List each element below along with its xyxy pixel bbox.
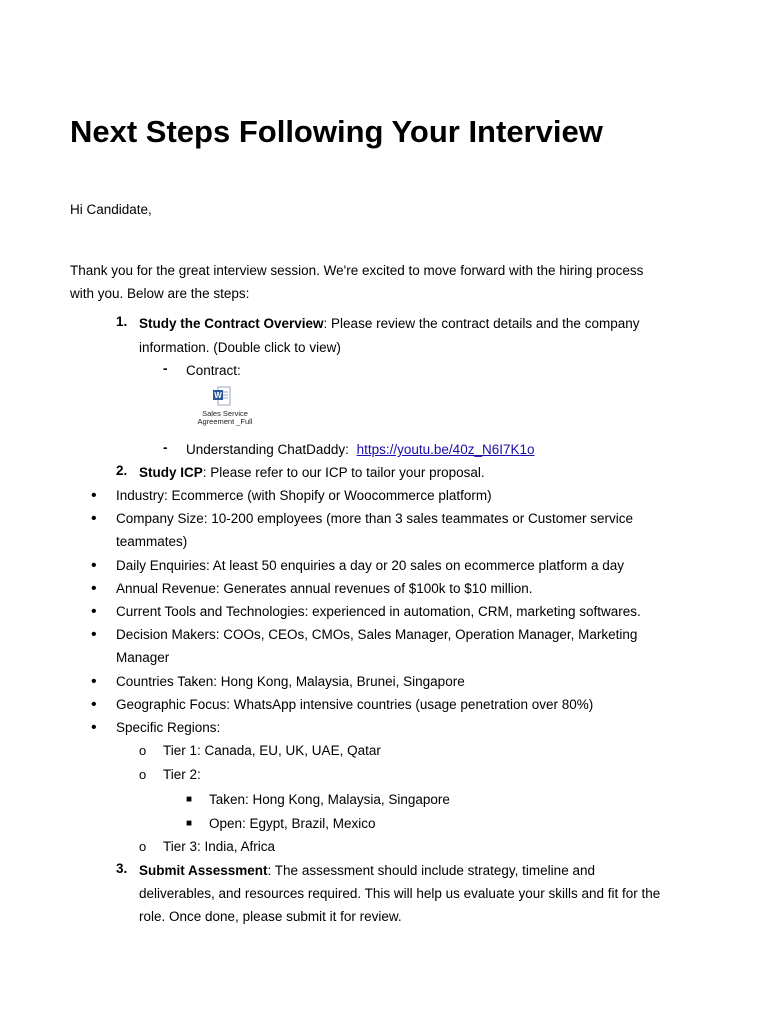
icp-company-size-cont: teammates) (116, 534, 188, 549)
step-2-heading: Study ICP (139, 465, 203, 480)
word-document-icon[interactable] (213, 386, 231, 406)
bullet-marker: • (91, 557, 97, 574)
greeting: Hi Candidate, (70, 202, 152, 217)
icp-tools: Current Tools and Technologies: experienced in automation, CRM, marketing softwares. (116, 604, 641, 619)
step-1-number: 1. (116, 314, 128, 329)
circle-marker: o (139, 839, 147, 854)
icp-geographic-focus: Geographic Focus: WhatsApp intensive countries (usage penetration over 80%) (116, 697, 594, 712)
bullet-marker: • (91, 510, 97, 527)
step-2-text: : Please refer to our ICP to tailor your proposal. (202, 465, 485, 480)
intro-paragraph (70, 259, 690, 305)
step-1-continuation: information. (Double click to view) (139, 340, 341, 355)
step-3-continuation-2: role. Once done, please submit it for review. (139, 909, 402, 924)
step-1-text: : Please review the contract details and the company (323, 316, 640, 331)
region-tier-1: Tier 1: Canada, EU, UK, UAE, Qatar (163, 743, 381, 758)
tier-2-open: Open: Egypt, Brazil, Mexico (209, 816, 376, 831)
circle-marker: o (139, 767, 147, 782)
attachment-caption[interactable]: Sales Service Agreement _Full (197, 409, 253, 426)
step-2-number: 2. (116, 463, 128, 478)
icp-decision-makers-cont: Manager (116, 650, 170, 665)
contract-label: Contract: (186, 363, 241, 378)
tier-2-taken: Taken: Hong Kong, Malaysia, Singapore (209, 792, 450, 807)
icp-countries-taken: Countries Taken: Hong Kong, Malaysia, Brunei, Singapore (116, 674, 465, 689)
bullet-marker: • (91, 719, 97, 736)
chatdaddy-link[interactable]: https://youtu.be/40z_N6I7K1o (356, 442, 535, 457)
step-2-line (139, 463, 485, 483)
step-3-text: : The assessment should include strategy, timeline and (267, 863, 595, 878)
svg-text:W: W (214, 391, 222, 400)
bullet-marker: • (91, 487, 97, 504)
intro-line-2: with you. Below are the steps: (70, 286, 250, 301)
step-1-heading: Study the Contract Overview (139, 316, 324, 331)
chatdaddy-dash: - (163, 440, 168, 455)
icp-annual-revenue: Annual Revenue: Generates annual revenues of $100k to $10 million. (116, 581, 533, 596)
step-3-continuation-1: deliverables, and resources required. This will help us evaluate your skills and fit for the (139, 886, 661, 901)
step-3-heading: Submit Assessment (139, 863, 268, 878)
chatdaddy-label: Understanding ChatDaddy: (186, 442, 349, 457)
region-tier-2: Tier 2: (163, 767, 201, 782)
step-3-number: 3. (116, 861, 128, 876)
icp-industry: Industry: Ecommerce (with Shopify or Woocommerce platform) (116, 488, 492, 503)
circle-marker: o (139, 743, 147, 758)
square-marker: ■ (186, 794, 193, 805)
chatdaddy-line (186, 440, 535, 460)
page-title: Next Steps Following Your Interview (70, 114, 603, 149)
step-1-line (139, 314, 639, 334)
bullet-marker: • (91, 580, 97, 597)
region-tier-3: Tier 3: India, Africa (163, 839, 276, 854)
icp-decision-makers: Decision Makers: COOs, CEOs, CMOs, Sales Manager, Operation Manager, Marketing (116, 627, 638, 642)
bullet-marker: • (91, 626, 97, 643)
step-3-line (139, 861, 595, 881)
square-marker: ■ (186, 818, 193, 829)
bullet-marker: • (91, 673, 97, 690)
icp-specific-regions: Specific Regions: (116, 720, 221, 735)
bullet-marker: • (91, 603, 97, 620)
bullet-marker: • (91, 696, 97, 713)
intro-line-1: Thank you for the great interview session. We're excited to move forward with the hiring process (70, 263, 644, 278)
contract-dash: - (163, 361, 168, 376)
icp-company-size: Company Size: 10-200 employees (more than 3 sales teammates or Customer service (116, 511, 633, 526)
icp-daily-enquiries: Daily Enquiries: At least 50 enquiries a day or 20 sales on ecommerce platform a day (116, 558, 625, 573)
